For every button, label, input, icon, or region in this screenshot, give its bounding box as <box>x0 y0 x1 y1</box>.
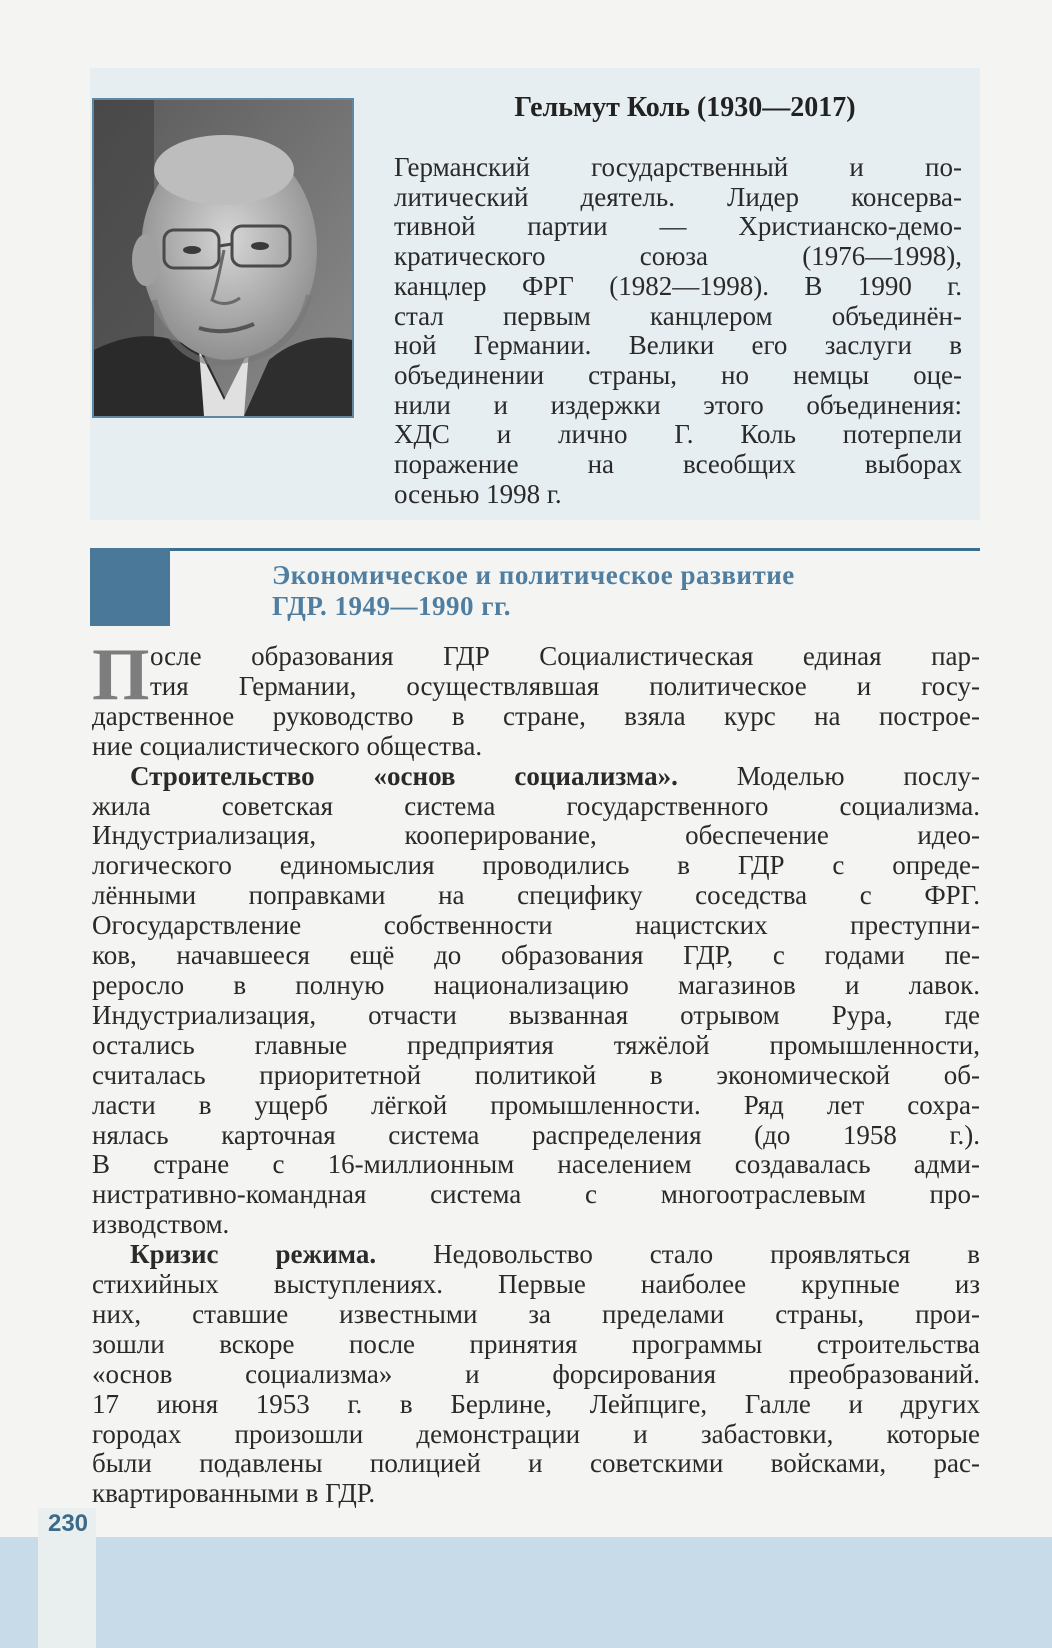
text-line: «основ социализма» и форсирования преобразований. <box>92 1358 980 1389</box>
section-title <box>272 560 972 622</box>
footer-band <box>0 1537 1052 1648</box>
text-line: 17 июня 1953 г. в Берлине, Лейпциге, Галле и других <box>92 1388 980 1419</box>
biography-line: поражение на всеобщих выборах <box>394 449 962 480</box>
text-line: Индустриализация, кооперирование, обеспечение идео- <box>92 820 980 851</box>
biography-line: ной Германии. Велики его заслуги в <box>394 330 962 361</box>
biography-title: Гельмут Коль (1930—2017) <box>514 92 856 123</box>
biography-line: ХДС и лично Г. Коль потерпели <box>394 419 962 450</box>
section-divider <box>90 548 980 551</box>
text-line: Индустриализация, отчасти вызванная отрывом Рура, где <box>92 999 980 1030</box>
text-line: ков, начавшееся ещё до образования ГДР, с годами пе- <box>92 940 980 971</box>
biography-line: объединении страны, но немцы оце- <box>394 359 962 390</box>
section-title-line: Экономическое и политическое развитие <box>272 560 795 590</box>
main-text <box>92 642 980 1509</box>
biography-line: кратического союза (1976—1998), <box>394 241 962 272</box>
biography-line: Германский государственный и по- <box>394 152 962 182</box>
text-line: Огосударствление собственности нацистских преступни- <box>92 910 980 941</box>
biography-line: нили и издержки этого объединения: <box>394 389 962 420</box>
text-line: жила советская система государственного социализма. <box>92 790 980 821</box>
subheading-crisis: Кризис режима. <box>130 1239 377 1270</box>
biography-line: тивной партии — Христианско-демо- <box>394 211 962 242</box>
text-fragment: Недовольство стало проявляться в <box>376 1239 980 1270</box>
section-marker <box>90 548 170 626</box>
biography-line: литический деятель. Лидер консерва- <box>394 181 962 212</box>
drop-cap: П <box>92 634 150 716</box>
portrait-photo <box>92 98 354 418</box>
text-line: реросло в полную национализацию магазинов и лавок. <box>92 969 980 1000</box>
text-line: зошли вскоре после принятия программы строительства <box>92 1328 980 1359</box>
text-line: остались главные предприятия тяжёлой промышленности, <box>92 1029 980 1060</box>
text-fragment: Моделью послу- <box>677 760 980 791</box>
portrait-image <box>94 100 352 416</box>
text-line: логического единомыслия проводились в ГДР с опреде- <box>92 850 980 881</box>
text-line: ласти в ущерб лёгкой промышленности. Ряд лет сохра- <box>92 1089 980 1120</box>
text-line: лёнными поправками на специфику соседства с ФРГ. <box>92 880 980 911</box>
text-line: ние социалистического общества. <box>92 730 483 761</box>
text-line: городах произошли демонстрации и забастовки, которые <box>92 1418 980 1449</box>
subheading-construction: Строительство «основ социализма». <box>130 760 678 791</box>
biography-text <box>394 153 962 509</box>
biography-line: канцлер ФРГ (1982—1998). В 1990 г. <box>394 270 962 301</box>
biography-line: осенью 1998 г. <box>394 478 562 509</box>
text-line: стихийных выступлениях. Первые наиболее крупные из <box>92 1269 980 1300</box>
page-number: 230 <box>47 1510 89 1537</box>
text-line: тия Германии, осуществлявшая политическое и госу- <box>150 670 980 701</box>
text-line: В стране с 16-миллионным населением создавалась адми- <box>92 1149 980 1180</box>
text-line: были подавлены полицией и советскими войсками, рас- <box>92 1448 980 1479</box>
text-line: нялась карточная система распределения (до 1958 г.). <box>92 1119 980 1150</box>
biography-line: стал первым канцлером объединён- <box>394 300 962 331</box>
paragraph-lead-line <box>92 1240 980 1270</box>
text-line: дарственное руководство в стране, взяла курс на построе- <box>92 700 980 731</box>
text-line: них, ставшие известными за пределами страны, прои- <box>92 1298 980 1329</box>
section-title-line: ГДР. 1949—1990 гг. <box>272 591 511 621</box>
text-line: осле образования ГДР Социалистическая единая пар- <box>150 641 980 671</box>
text-line: изводством. <box>92 1209 230 1240</box>
text-line: квартированными в ГДР. <box>92 1478 376 1509</box>
text-line: считалась приоритетной политикой в экономической об- <box>92 1059 980 1090</box>
paragraph-lead-line <box>92 762 980 792</box>
text-line: нистративно-командная система с многоотраслевым про- <box>92 1179 980 1210</box>
